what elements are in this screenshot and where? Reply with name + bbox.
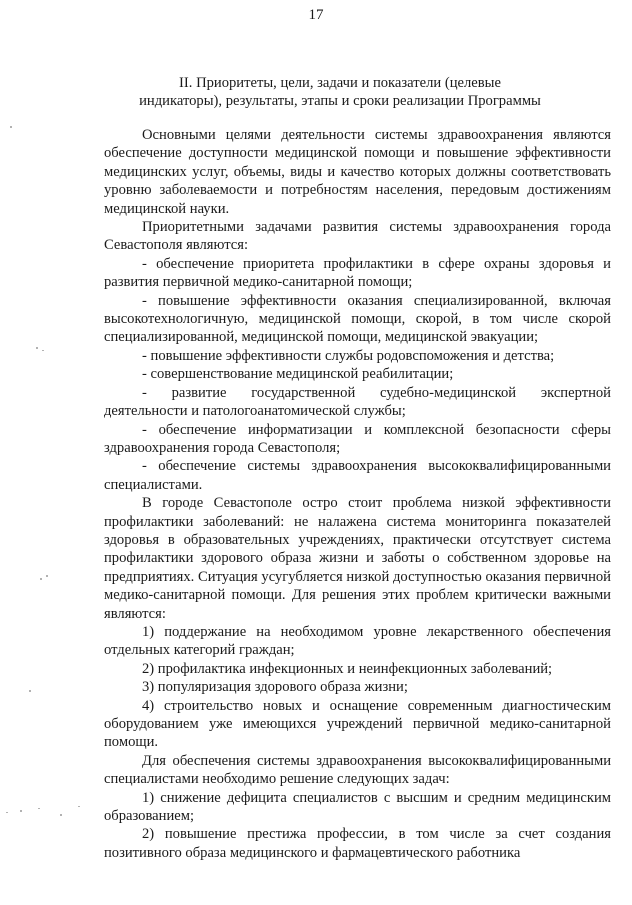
paragraph: 3) популяризация здорового образа жизни; xyxy=(142,679,408,696)
paragraph: - повышение эффективности службы родовспоможения и детства; xyxy=(142,347,555,364)
paragraph: Для обеспечения системы здравоохранения высококвалифицированными специалистами необходимо решение следующих задач: xyxy=(104,752,611,788)
page-number: 17 xyxy=(308,7,324,23)
paragraph: - развитие государственной судебно-медицинской экспертной деятельности и патологоанатомической службы; xyxy=(104,384,611,420)
paragraph: - обеспечение системы здравоохранения высококвалифицированными специалистами. xyxy=(104,458,611,493)
scan-speck xyxy=(38,808,40,809)
scan-speck xyxy=(29,690,31,692)
scan-speck xyxy=(60,814,62,816)
paragraph: 1) снижение дефицита специалистов с высшим и средним медицинским образованием; xyxy=(104,789,611,825)
scan-speck xyxy=(10,126,12,128)
section-heading xyxy=(100,74,580,110)
scan-speck xyxy=(40,578,42,580)
paragraph: - повышение эффективности оказания специализированной, включая высокотехнологичную, медицинской помощи, скорой, в том числе скорой специализированной, медицинской помощи, медицинской эвакуации; xyxy=(104,292,611,346)
body-text xyxy=(104,126,611,862)
paragraph: - совершенствование медицинской реабилитации; xyxy=(142,366,454,383)
paragraph: - обеспечение информатизации и комплексной безопасности сферы здравоохранения города Севастополя; xyxy=(104,421,611,456)
paragraph: В городе Севастополе остро стоит проблема низкой эффективности профилактики заболеваний: не налажена система мониторинга показателей здоровья в образовательных учреждениях, практически отсутствует система профилактики здорового образа жизни и заботы о собственном здоровье на предприятиях. Ситуация усугубляется низкой доступностью оказания первичной медико-санитарной помощи. Для решения этих проблем критически важными являются: xyxy=(104,495,611,622)
scan-speck xyxy=(36,347,38,349)
section-heading-line-1: II. Приоритеты, цели, задачи и показатели (целевые xyxy=(179,75,501,91)
paragraph: 1) поддержание на необходимом уровне лекарственного обеспечения отдельных категорий граждан; xyxy=(104,623,611,659)
paragraph: 2) повышение престижа профессии, в том числе за счет создания позитивного образа медицинского и фармацевтического работника xyxy=(104,826,611,861)
section-heading-line-2: индикаторы), результаты, этапы и сроки реализации Программы xyxy=(139,93,541,109)
paragraph: 4) строительство новых и оснащение современным диагностическим оборудованием уже имеющихся учреждений первичной медико-санитарной помощи. xyxy=(104,697,611,751)
scan-speck xyxy=(42,350,44,351)
scan-speck xyxy=(20,810,22,812)
scan-speck xyxy=(6,812,8,813)
scan-speck xyxy=(78,806,80,807)
scan-speck xyxy=(46,575,48,577)
paragraph: Приоритетными задачами развития системы здравоохранения города Севастополя являются: xyxy=(104,219,611,254)
paragraph: - обеспечение приоритета профилактики в сфере охраны здоровья и развития первичной медико-санитарной помощи; xyxy=(104,255,611,291)
paragraph: 2) профилактика инфекционных и неинфекционных заболеваний; xyxy=(142,660,553,677)
paragraph: Основными целями деятельности системы здравоохранения являются обеспечение доступности медицинской помощи и повышение эффективности медицинских услуг, объемы, виды и качество которых должны соответствовать уровню заболеваемости и потребностям населения, передовым достижениям медицинской науки. xyxy=(104,127,611,217)
